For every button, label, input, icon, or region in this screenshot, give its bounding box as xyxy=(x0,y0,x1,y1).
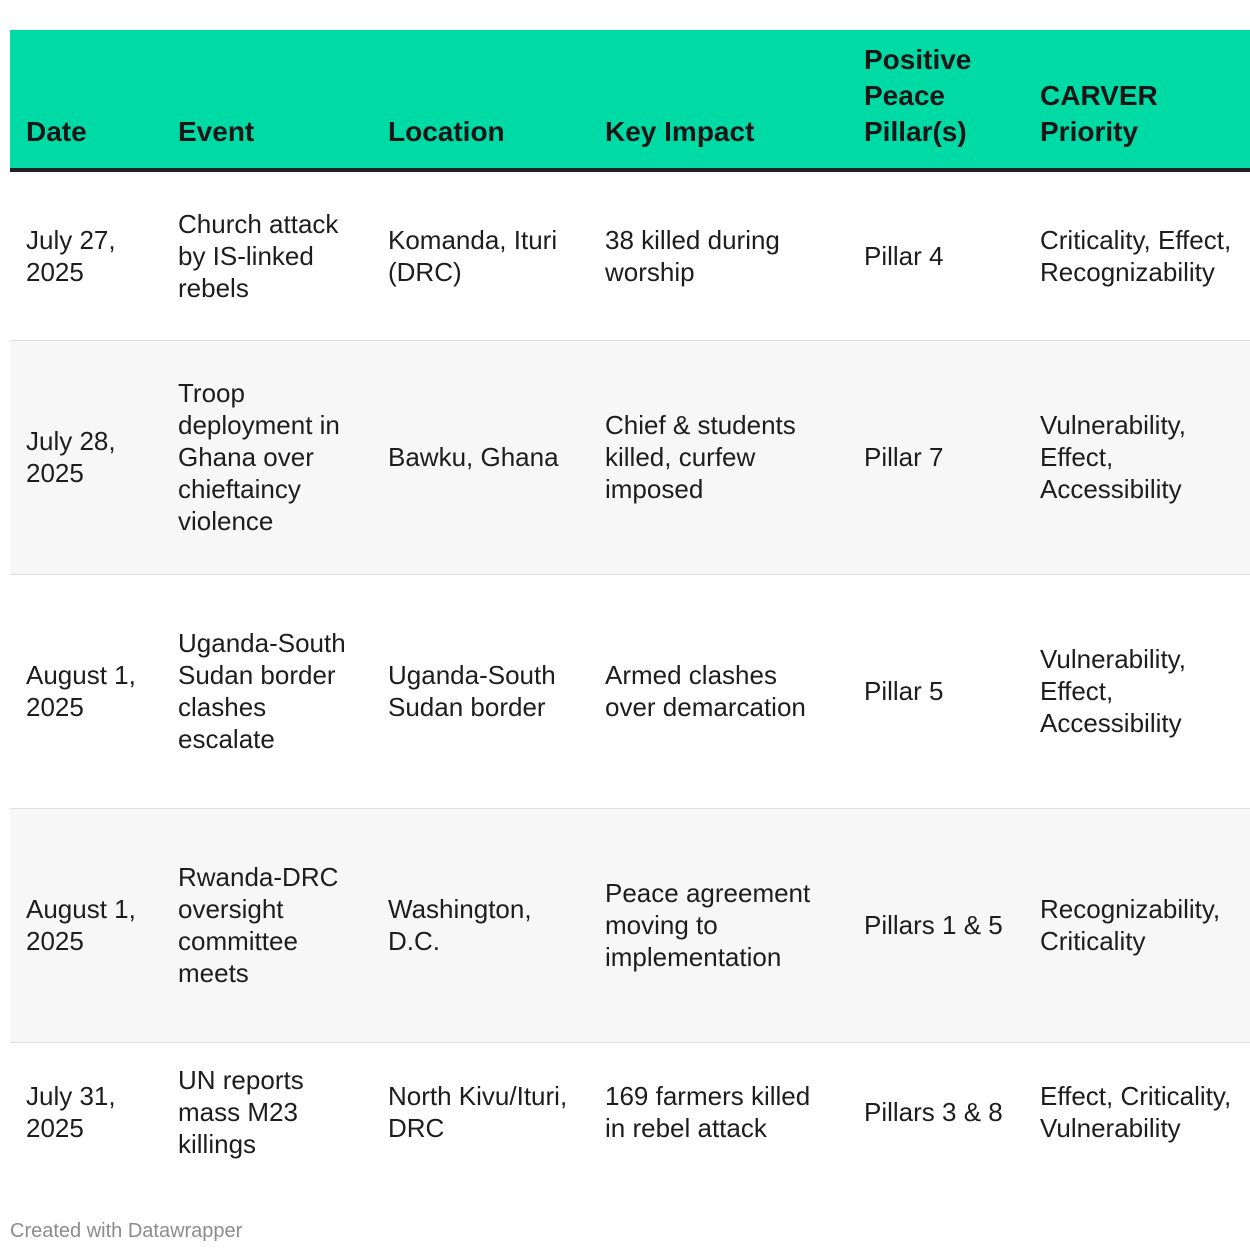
cell-carver-priority: Vulnerability, Effect, Accessibility xyxy=(1040,644,1186,738)
cell-key-impact: Peace agreement moving to implementation xyxy=(605,878,811,972)
table-row xyxy=(10,574,1250,808)
datawrapper-credit[interactable]: Created with Datawrapper xyxy=(10,1220,243,1242)
cell-location: Bawku, Ghana xyxy=(388,442,559,472)
cell-key-impact: Chief & students killed, curfew imposed xyxy=(605,410,796,504)
header-carver-priority[interactable]: CARVER Priority xyxy=(1040,80,1158,147)
table-row xyxy=(10,1042,1250,1182)
cell-pillars: Pillars 1 & 5 xyxy=(864,910,1003,940)
cell-pillars: Pillar 4 xyxy=(864,240,944,271)
header-event[interactable]: Event xyxy=(178,116,255,147)
data-table-container xyxy=(10,30,1232,1182)
cell-key-impact: 38 killed during worship xyxy=(605,224,780,287)
table-header-row xyxy=(10,30,1250,170)
header-location[interactable]: Location xyxy=(388,116,505,147)
cell-date: July 31, 2025 xyxy=(26,1081,116,1144)
table-row xyxy=(10,808,1250,1042)
cell-carver-priority: Criticality, Effect, Recognizability xyxy=(1040,224,1232,287)
cell-carver-priority: Recognizability, Criticality xyxy=(1040,894,1221,956)
cell-event: UN reports mass M23 killings xyxy=(178,1065,304,1160)
cell-event: Church attack by IS-linked rebels xyxy=(178,208,339,303)
data-table xyxy=(10,30,1250,1182)
table-row xyxy=(10,170,1250,340)
table-row xyxy=(10,340,1250,574)
cell-location: Uganda-South Sudan border xyxy=(388,660,556,722)
cell-date: August 1, 2025 xyxy=(26,660,136,722)
cell-date: July 28, 2025 xyxy=(26,426,116,488)
cell-pillars: Pillar 5 xyxy=(864,676,944,706)
cell-key-impact: Armed clashes over demarcation xyxy=(605,660,806,722)
cell-date: July 27, 2025 xyxy=(26,224,116,287)
cell-carver-priority: Effect, Criticality, Vulnerability xyxy=(1040,1081,1232,1144)
cell-location: North Kivu/Ituri, DRC xyxy=(388,1081,568,1144)
cell-location: Washington, D.C. xyxy=(388,894,532,956)
cell-pillars: Pillars 3 & 8 xyxy=(864,1097,1003,1128)
cell-location: Komanda, Ituri (DRC) xyxy=(388,224,558,287)
header-pillars[interactable]: Positive Peace Pillar(s) xyxy=(864,44,972,147)
cell-event: Rwanda-DRC oversight committee meets xyxy=(178,862,339,988)
header-date[interactable]: Date xyxy=(26,116,87,147)
cell-pillars: Pillar 7 xyxy=(864,442,944,472)
cell-event: Troop deployment in Ghana over chieftaincy violence xyxy=(178,378,340,536)
cell-date: August 1, 2025 xyxy=(26,894,136,956)
cell-carver-priority: Vulnerability, Effect, Accessibility xyxy=(1040,410,1186,504)
cell-key-impact: 169 farmers killed in rebel attack xyxy=(605,1081,811,1144)
header-key-impact[interactable]: Key Impact xyxy=(605,116,755,147)
cell-event: Uganda-South Sudan border clashes escalate xyxy=(178,628,346,754)
